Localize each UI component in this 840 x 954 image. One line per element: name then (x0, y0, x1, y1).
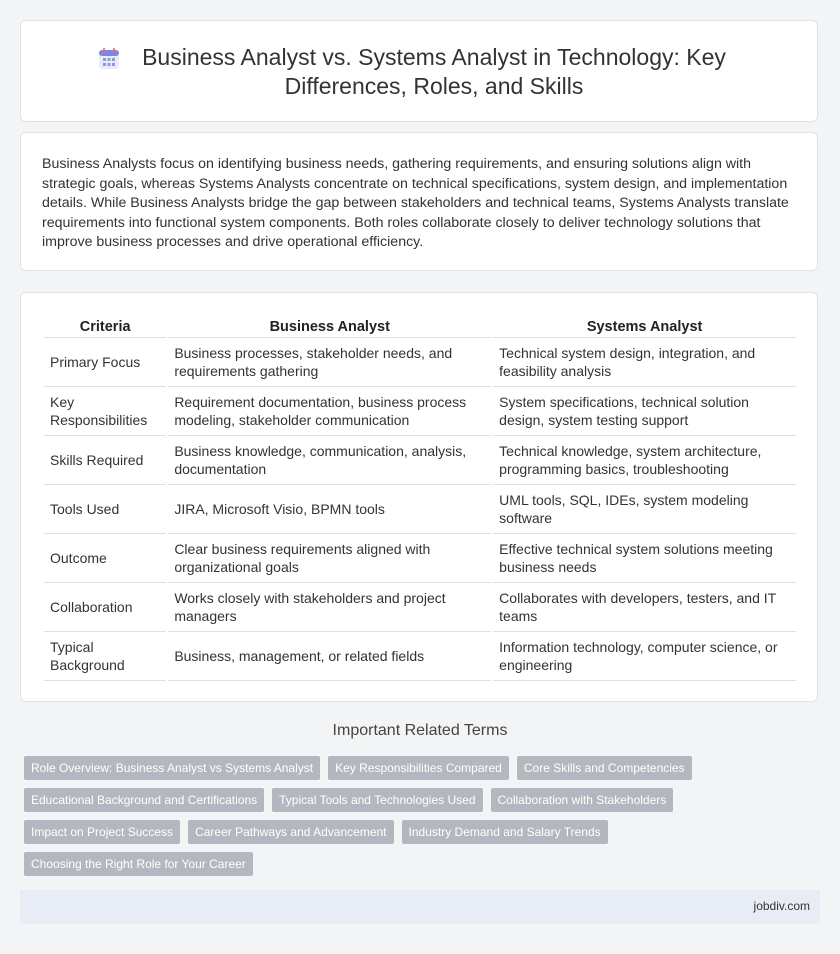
criteria-cell: Typical Background (44, 632, 166, 681)
systems-analyst-cell: Technical knowledge, system architecture, programming basics, troubleshooting (493, 436, 796, 485)
table-row (44, 338, 796, 387)
systems-analyst-cell: Technical system design, integration, and feasibility analysis (493, 338, 796, 387)
business-analyst-cell: Clear business requirements aligned with organizational goals (168, 534, 491, 583)
table-row (44, 583, 796, 632)
comparison-table (42, 315, 798, 681)
criteria-cell: Outcome (44, 534, 166, 583)
criteria-cell: Tools Used (44, 485, 166, 534)
business-analyst-cell: Works closely with stakeholders and project managers (168, 583, 491, 632)
related-term-tag[interactable]: Impact on Project Success (24, 820, 180, 844)
comparison-card (20, 292, 818, 702)
page-title: Business Analyst vs. Systems Analyst in Technology: Key Differences, Roles, and Skills (142, 44, 726, 99)
table-row (44, 436, 796, 485)
business-analyst-cell: Business, management, or related fields (168, 632, 491, 681)
intro-paragraph: Business Analysts focus on identifying business needs, gathering requirements, and ensuring solutions align with strategic goals, whereas Systems Analysts concentrate on technical specifications, system design, and implementation details. While Business Analysts bridge the gap between stakeholders and technical teams, Systems Analysts translate requirements into functional system components. Both roles collaborate closely to deliver technology solutions that improve business processes and drive operational efficiency. (42, 156, 789, 250)
related-term-tag[interactable]: Industry Demand and Salary Trends (402, 820, 608, 844)
systems-analyst-cell: Collaborates with developers, testers, and IT teams (493, 583, 796, 632)
column-header-systems-analyst: Systems Analyst (493, 315, 796, 338)
criteria-cell: Primary Focus (44, 338, 166, 387)
criteria-cell: Key Responsibilities (44, 387, 166, 436)
table-row (44, 632, 796, 681)
business-analyst-cell: Business processes, stakeholder needs, and requirements gathering (168, 338, 491, 387)
column-header-criteria: Criteria (44, 315, 166, 338)
related-term-tag[interactable]: Typical Tools and Technologies Used (272, 788, 482, 812)
related-term-tag[interactable]: Core Skills and Competencies (517, 756, 692, 780)
footer-site-link[interactable]: jobdiv.com (753, 899, 810, 913)
criteria-cell: Skills Required (44, 436, 166, 485)
column-header-business-analyst: Business Analyst (168, 315, 491, 338)
related-term-tag[interactable]: Key Responsibilities Compared (328, 756, 509, 780)
related-term-tag[interactable]: Educational Background and Certifications (24, 788, 264, 812)
systems-analyst-cell: System specifications, technical solution design, system testing support (493, 387, 796, 436)
table-row (44, 534, 796, 583)
related-terms-heading: Important Related Terms (332, 722, 508, 739)
table-header-row (44, 315, 796, 338)
related-term-tag[interactable]: Career Pathways and Advancement (188, 820, 393, 844)
footer (20, 890, 820, 924)
criteria-cell: Collaboration (44, 583, 166, 632)
table-row (44, 387, 796, 436)
business-analyst-cell: Business knowledge, communication, analysis, documentation (168, 436, 491, 485)
business-analyst-cell: JIRA, Microsoft Visio, BPMN tools (168, 485, 491, 534)
business-analyst-cell: Requirement documentation, business process modeling, stakeholder communication (168, 387, 491, 436)
related-terms-list (24, 756, 724, 876)
related-term-tag[interactable]: Collaboration with Stakeholders (491, 788, 674, 812)
related-term-tag[interactable]: Choosing the Right Role for Your Career (24, 852, 253, 876)
title-card (20, 20, 818, 122)
related-term-tag[interactable]: Role Overview: Business Analyst vs Systems Analyst (24, 756, 320, 780)
intro-card (20, 132, 818, 271)
systems-analyst-cell: Information technology, computer science, or engineering (493, 632, 796, 681)
table-row (44, 485, 796, 534)
systems-analyst-cell: UML tools, SQL, IDEs, system modeling software (493, 485, 796, 534)
systems-analyst-cell: Effective technical system solutions meeting business needs (493, 534, 796, 583)
